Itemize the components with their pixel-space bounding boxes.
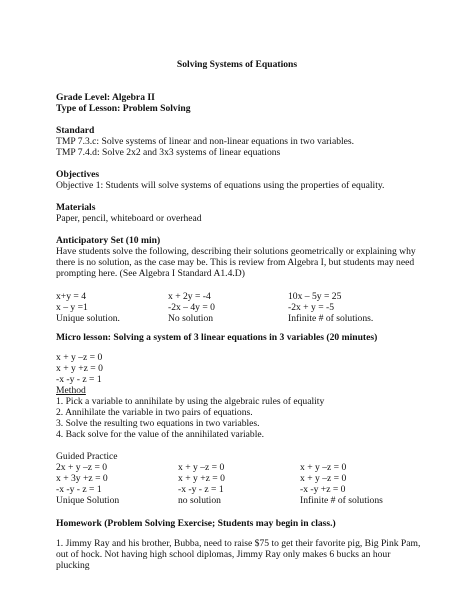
objectives-section (56, 169, 426, 191)
table-cell: 10x – 5y = 25 (288, 291, 342, 302)
table-row (56, 462, 426, 473)
table-cell: Unique Solution (56, 495, 120, 506)
materials-line: Paper, pencil, whiteboard or overhead (56, 213, 202, 224)
objectives-heading: Objectives (56, 169, 100, 180)
homework-heading: Homework (Problem Solving Exercise; Students may begin in class.) (56, 518, 336, 529)
standard-line: TMP 7.3.c: Solve systems of linear and non-linear equations in two variables. (56, 136, 355, 147)
method-section (56, 385, 426, 440)
table-cell: -2x + y = -5 (288, 302, 334, 313)
table-cell: No solution (168, 313, 214, 324)
anticipatory-line: there is no solution, as the case may be. This is review from Algebra I, but students may need (56, 257, 415, 268)
table-cell: x + y +z = 0 (178, 473, 225, 484)
document-title: Solving Systems of Equations (176, 59, 298, 70)
anticipatory-line: prompting here. (See Algebra I Standard A1.4.D) (56, 268, 245, 279)
method-step: 3. Solve the resulting two equations in two variables. (56, 418, 260, 429)
guided-heading: Guided Practice (56, 451, 118, 462)
guided-practice-section (56, 451, 426, 506)
table-cell: -x -y +z = 0 (300, 484, 346, 495)
method-step: 4. Back solve for the value of the annihilated variable. (56, 429, 265, 440)
method-step: 1. Pick a variable to annihilate by using the algebraic rules of equality (56, 396, 325, 407)
method-heading: Method (56, 385, 86, 396)
homework-line: out of hock. Not having high school diplomas, Jimmy Ray only makes 6 bucks an hour plucking (56, 549, 391, 571)
table-cell: no solution (178, 495, 221, 506)
table-cell: x + y –z = 0 (300, 473, 347, 484)
equation-line: -x -y - z = 1 (56, 374, 102, 385)
lesson-type: Type of Lesson: Problem Solving (56, 103, 191, 114)
table-row (56, 484, 426, 495)
anticipatory-line: Have students solve the following, describing their solutions geometrically or explaining why (56, 246, 416, 257)
homework-section (56, 518, 426, 529)
anticipatory-section (56, 235, 426, 279)
micro-lesson-section (56, 332, 426, 343)
table-cell: Infinite # of solutions (300, 495, 383, 506)
micro-equations (56, 352, 426, 385)
homework-line: 1. Jimmy Ray and his brother, Bubba, need to raise $75 to get their favorite pig, Big Pink Pam, (56, 538, 421, 549)
anticipatory-table (56, 291, 426, 324)
table-row (56, 313, 426, 324)
table-row (56, 495, 426, 506)
table-cell: 2x + y –z = 0 (56, 462, 108, 473)
table-cell: x + 3y +z = 0 (56, 473, 108, 484)
anticipatory-heading: Anticipatory Set (10 min) (56, 235, 161, 246)
lesson-info (56, 92, 426, 114)
table-cell: -x -y - z = 1 (178, 484, 224, 495)
materials-heading: Materials (56, 202, 96, 213)
grade-level: Grade Level: Algebra II (56, 92, 155, 103)
table-row (56, 291, 426, 302)
materials-section (56, 202, 426, 224)
micro-heading: Micro lesson: Solving a system of 3 linear equations in 3 variables (20 minutes) (56, 332, 378, 343)
table-cell: x – y =1 (56, 302, 88, 313)
objective-line: Objective 1: Students will solve systems of equations using the properties of equality. (56, 180, 385, 191)
table-cell: x + y –z = 0 (178, 462, 225, 473)
method-step: 2. Annihilate the variable in two pairs of equations. (56, 407, 253, 418)
table-cell: x + y –z = 0 (300, 462, 347, 473)
table-cell: -x -y - z = 1 (56, 484, 102, 495)
table-row (56, 473, 426, 484)
table-cell: -2x – 4y = 0 (168, 302, 215, 313)
standard-line: TMP 7.4.d: Solve 2x2 and 3x3 systems of linear equations (56, 147, 281, 158)
table-row (56, 302, 426, 313)
table-cell: x + 2y = -4 (168, 291, 211, 302)
standard-section (56, 125, 426, 158)
table-cell: Infinite # of solutions. (288, 313, 374, 324)
standard-heading: Standard (56, 125, 95, 136)
table-cell: Unique solution. (56, 313, 120, 324)
homework-problem (56, 538, 426, 571)
table-cell: x+y = 4 (56, 291, 87, 302)
equation-line: x + y –z = 0 (56, 352, 103, 363)
equation-line: x + y +z = 0 (56, 363, 103, 374)
